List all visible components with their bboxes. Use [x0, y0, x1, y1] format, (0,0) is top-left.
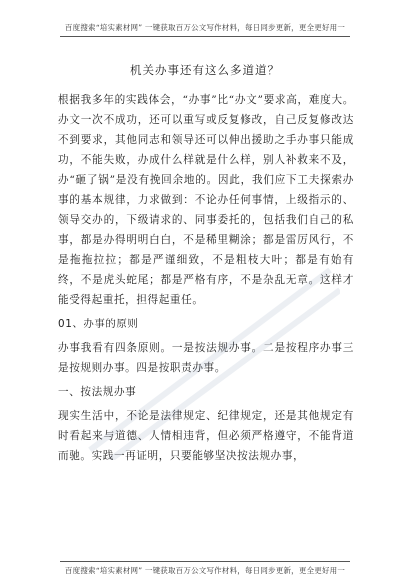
header-banner: 百度搜索“培实素材网” 一键获取百万公文写作材料，每日同步更新，更全更好用一 — [64, 23, 346, 32]
intro-paragraph: 根据我多年的实践体会，“办事”比“办文”要求高，难度大。办文一次不成功，还可以重写或反复修改，自己反复修改达不到要求，其他同志和领导还可以伸出援助之手办事只能成功，不能失败，办成什么样就是什么样，别人补救来不及，办“砸了锅”是没有挽回余地的。因此，我们应下工夫探索办事的基本规律，力求做到：不论办任何事情，上级指示的、领导交办的，下级请求的、同事委托的，包括我们自己的私事，都是办得明明白白，不是稀里糊涂；都是雷厉风行，不是拖拖拉拉；都是严谨细致，不是粗枝大叶；都是有始有终，不是虎头蛇尾；都是严格有序，不是杂乱无章。这样才能受得起重托，担得起重任。 — [58, 94, 354, 306]
regulations-paragraph: 现实生活中，不论是法律规定、纪律规定，还是其他规定有时看起来与道德、人情相违背，但必须严格遵守，不能背道而驰。实践一再证明，只要能够坚决按法规办事， — [58, 410, 354, 462]
subsection-heading-regulations: 一、按法规办事 — [58, 386, 137, 398]
document-title: 机关办事还有这么多道道？ — [130, 63, 280, 77]
section-heading-principles: 01、办事的原则 — [58, 318, 139, 330]
footer-divider — [60, 561, 350, 562]
footer-banner: 百度搜索“培实素材网” 一键获取百万公文写作材料，每日同步更新，更全更好用一 — [64, 566, 346, 575]
document-body — [58, 90, 354, 466]
principles-paragraph: 办事我看有四条原则。一是按法规办事。二是按程序办事三是按规则办事。四是按职责办事。 — [58, 342, 354, 374]
header-divider — [60, 36, 350, 37]
